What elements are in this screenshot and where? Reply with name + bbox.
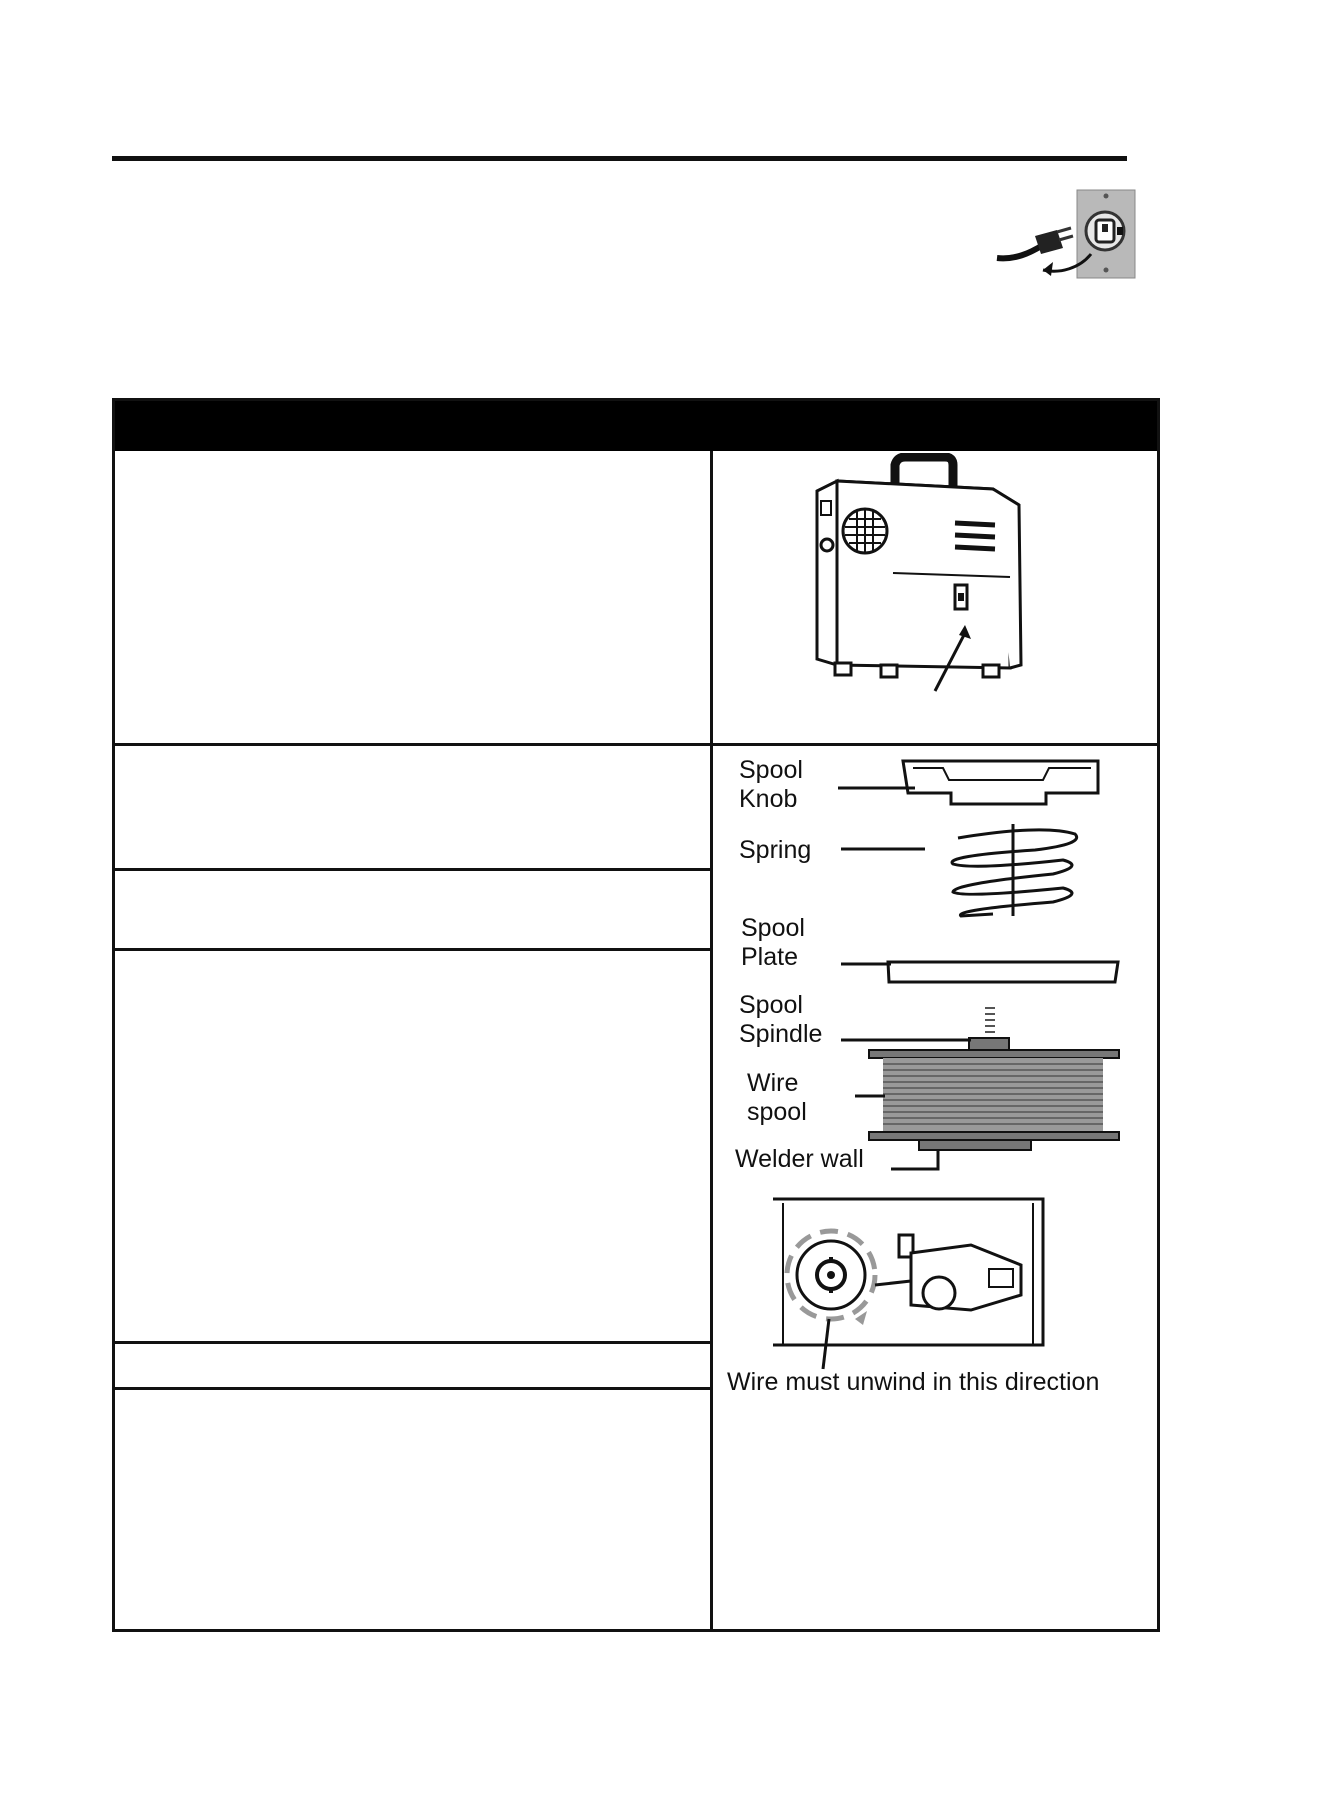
spool-spindle-label: Spool Spindle <box>739 991 823 1048</box>
header-rule <box>112 156 1127 161</box>
row-divider <box>115 1341 713 1344</box>
feed-direction-diagram <box>771 1195 1071 1375</box>
instruction-table <box>112 398 1160 1632</box>
welder-machine-icon <box>805 453 1095 693</box>
spring-label: Spring <box>739 836 812 864</box>
wire-spool-label: Wire spool <box>747 1069 807 1126</box>
spool-knob-label: Spool Knob <box>739 756 803 813</box>
row-divider <box>115 948 713 951</box>
row-divider <box>115 868 713 871</box>
spool-plate-label: Spool Plate <box>741 914 805 971</box>
welder-wall-label: Welder wall <box>735 1145 864 1173</box>
power-plug-outlet-icon <box>995 188 1140 288</box>
table-header-bar <box>115 401 1157 451</box>
row-divider <box>115 1387 713 1390</box>
unwind-direction-caption: Wire must unwind in this direction <box>727 1368 1100 1396</box>
